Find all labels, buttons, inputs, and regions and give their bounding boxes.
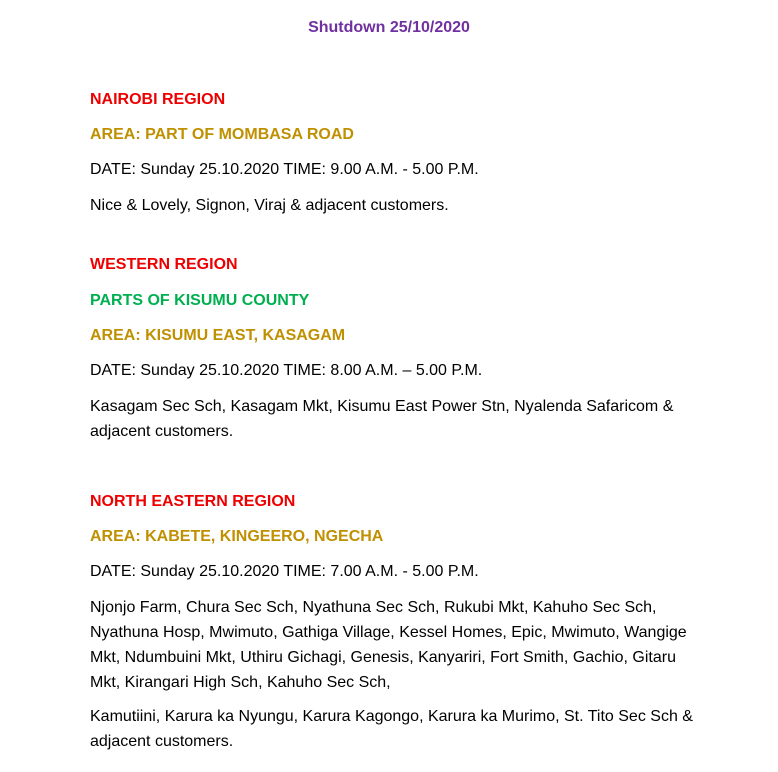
western-area: AREA: KISUMU EAST, KASAGAM xyxy=(90,327,346,344)
western-customers: Kasagam Sec Sch, Kasagam Mkt, Kisumu East Power Stn, Nyalenda Safaricom & adjacent customers. xyxy=(90,398,674,440)
nairobi-area: AREA: PART OF MOMBASA ROAD xyxy=(90,126,354,143)
north-eastern-date: DATE: Sunday 25.10.2020 TIME: 7.00 A.M. - 5.00 P.M. xyxy=(90,563,479,580)
nairobi-region-heading: NAIROBI REGION xyxy=(90,91,226,108)
western-region-heading: WESTERN REGION xyxy=(90,256,238,273)
western-date: DATE: Sunday 25.10.2020 TIME: 8.00 A.M. – 5.00 P.M. xyxy=(90,362,483,379)
nairobi-date: DATE: Sunday 25.10.2020 TIME: 9.00 A.M. - 5.00 P.M. xyxy=(90,161,479,178)
north-eastern-area: AREA: KABETE, KINGEERO, NGECHA xyxy=(90,528,384,545)
north-eastern-region-heading: NORTH EASTERN REGION xyxy=(90,493,296,510)
western-county: PARTS OF KISUMU COUNTY xyxy=(90,292,310,309)
nairobi-customers: Nice & Lovely, Signon, Viraj & adjacent customers. xyxy=(90,197,449,214)
north-eastern-customers-part-2: Kamutiini, Karura ka Nyungu, Karura Kagongo, Karura ka Murimo, St. Tito Sec Sch & adjacent customers. xyxy=(90,708,693,750)
document-title: Shutdown 25/10/2020 xyxy=(308,19,470,36)
north-eastern-customers-part-1: Njonjo Farm, Chura Sec Sch, Nyathuna Sec Sch, Rukubi Mkt, Kahuho Sec Sch, Nyathuna Hosp, Mwimuto, Gathiga Village, Kessel Homes, Epic, Mwimuto, Wangige Mkt, Ndumbuini Mkt, Uthiru Gichagi, Genesis, Kanyariri, Fort Smith, Gachio, Gitaru Mkt, Kirangari High Sch, Kahuho Sec Sch, xyxy=(90,599,687,691)
